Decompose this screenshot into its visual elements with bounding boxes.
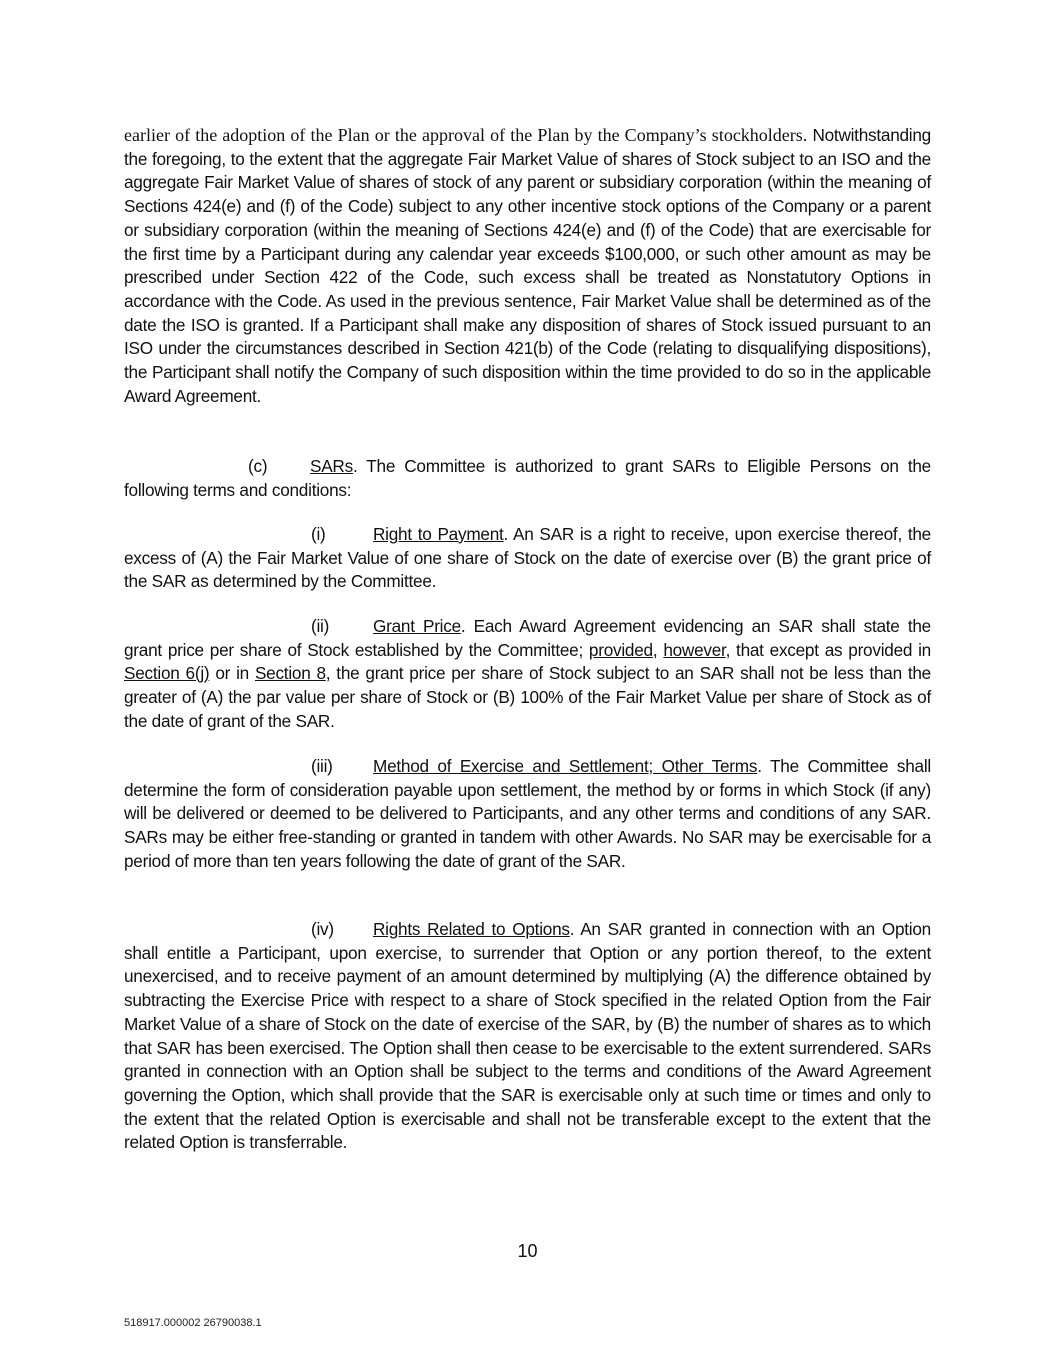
subsection-heading: Grant Price — [373, 616, 461, 636]
page-number: 10 — [517, 1241, 538, 1261]
paragraph-iso-limit — [124, 124, 931, 408]
subsection-number: (i) — [311, 524, 326, 544]
subsection-i-right-to-payment — [124, 523, 931, 594]
document-id: 518917.000002 26790038.1 — [124, 1317, 262, 1329]
paragraph-text: Notwithstanding the foregoing, to the extent that the aggregate Fair Market Value of shares of Stock subject to an ISO and the aggregate Fair Market Value of shares of stock of any parent or subsidiary corporation (within the meaning of Sections 424(e) and (f) of the Code) subject to any other incentive stock options of the Company or a parent or subsidiary corporation (within the meaning of Sections 424(e) and (f) of the Code) that are exercisable for the first time by a Participant during any calendar year exceeds $100,000, or such other amount as may be prescribed under Section 422 of the Code, such excess shall be treated as Nonstatutory Options in accordance with the Code. As used in the previous sentence, Fair Market Value shall be determined as of the date the ISO is granted. If a Participant shall make any disposition of shares of Stock issued pursuant to an ISO under the circumstances described in Section 421(b) of the Code (relating to disqualifying dispositions), the Participant shall notify the Company of such disposition within the time provided to do so in the applicable Award Agreement. — [124, 125, 931, 406]
section-8-reference: Section 8 — [254, 663, 326, 684]
subsection-text: . An SAR is a right to receive, upon exercise thereof, the excess of (A) the Fair Market Value of one share of Stock on the date of exercise over (B) the grant price of the SAR as determined by the Committee. — [124, 524, 931, 592]
subsection-text: , that except as provided in — [725, 639, 931, 660]
subsection-heading: Rights Related to Options — [373, 919, 570, 939]
however-term: however — [663, 639, 726, 660]
subsection-number: (iv) — [311, 919, 334, 939]
subsection-text: or in — [209, 663, 255, 684]
subsection-iv-rights-related-to-options — [124, 918, 931, 1155]
provided-term: provided — [588, 639, 653, 660]
subsection-number: (iii) — [311, 756, 333, 776]
subsection-text: . The Committee shall determine the form of consideration payable upon settlement, the method by or forms in which Stock (if any) will be delivered or deemed to be delivered to Participants, and any other terms and conditions of any SAR. SARs may be either free-standing or granted in tandem with other Awards. No SAR may be exercisable for a period of more than ten years following the date of grant of the SAR. — [124, 756, 931, 871]
section-c-sars — [124, 455, 931, 502]
subsection-text: , the grant price per share of Stock subject to an SAR shall not be less than the greater of (A) the par value per share of Stock or (B) 100% of the Fair Market Value per share of Stock as of the date of grant of the SAR. — [124, 663, 931, 731]
paragraph-line: earlier of the adoption of the Plan or the approval of the Plan by the Company’s stockholders. — [124, 125, 808, 145]
section-heading: SARs — [310, 456, 353, 476]
subsection-heading: Method of Exercise and Settlement; Other Terms — [373, 756, 758, 776]
subsection-text: , — [652, 639, 664, 660]
subsection-text: . An SAR granted in connection with an Option shall entitle a Participant, upon exercise, to surrender that Option or any portion thereof, to the extent unexercised, and to receive payment of an amount determined by multiplying (A) the difference obtained by subtracting the Exercise Price with respect to a share of Stock specified in the related Option from the Fair Market Value of a share of Stock on the date of exercise of the SAR, by (B) the number of shares as to which that SAR has been exercised. The Option shall then cease to be exercisable to the extent surrendered. SARs granted in connection with an Option shall be subject to the terms and conditions of the Award Agreement governing the Option, which shall provide that the SAR is exercisable only at such time or times and only to the extent that the related Option is exercisable and shall not be transferable except to the extent that the related Option is transferrable. — [124, 919, 931, 1153]
section-text: . The Committee is authorized to grant SARs to Eligible Persons on the following terms and conditions: — [124, 456, 931, 500]
subsection-heading: Right to Payment — [373, 524, 504, 544]
subsection-text: . Each Award Agreement evidencing an SAR shall state the grant price per share of Stock established by the Committee; — [124, 616, 931, 660]
subsection-ii-grant-price — [124, 615, 931, 734]
subsection-iii-method-of-exercise — [124, 755, 931, 874]
section-number: (c) — [248, 456, 268, 476]
subsection-number: (ii) — [311, 616, 330, 636]
section-6j-reference: Section 6(j) — [124, 663, 210, 684]
